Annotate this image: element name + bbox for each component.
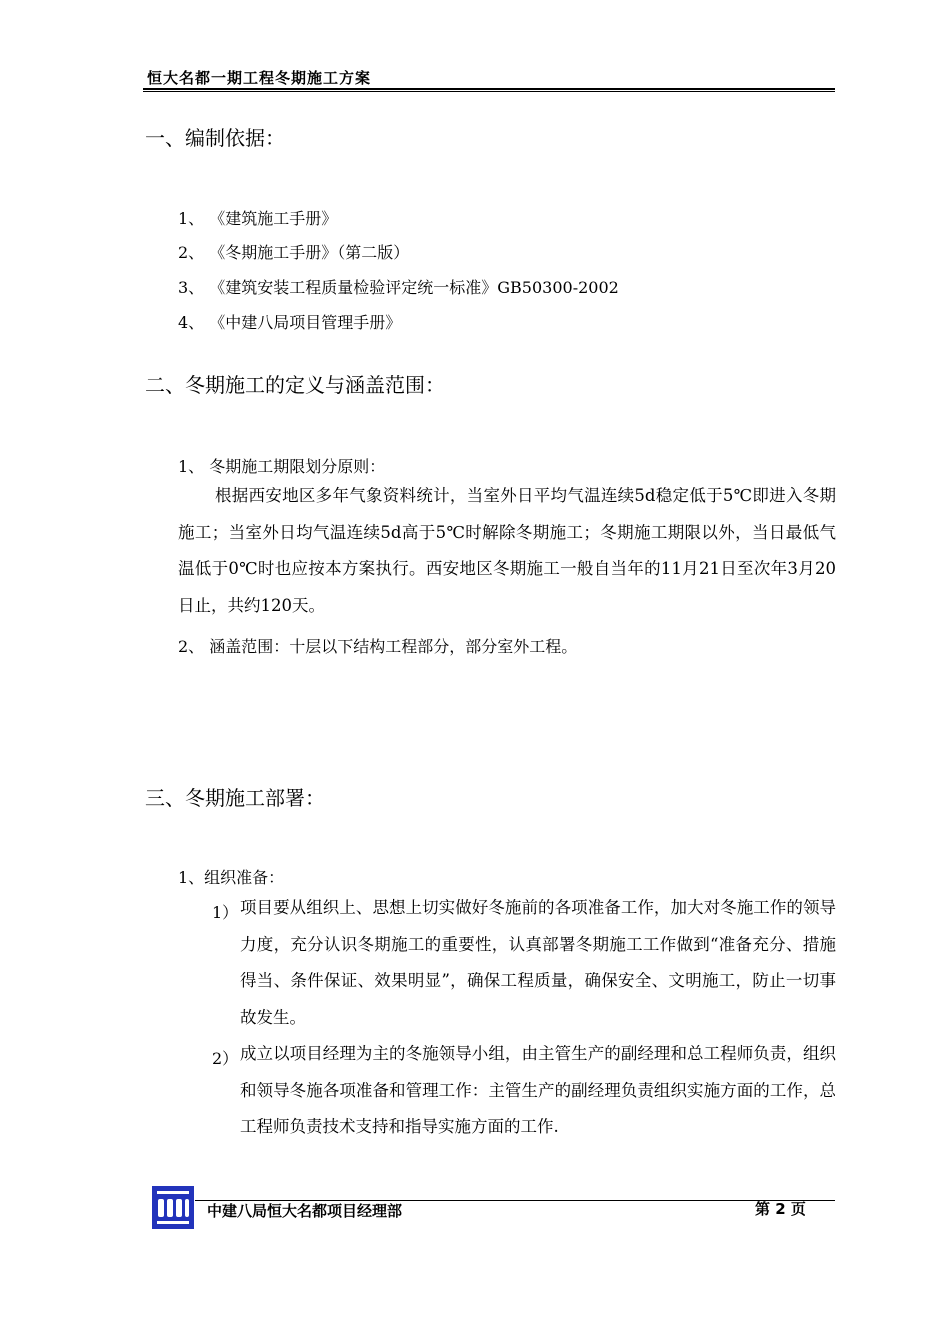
header-rule-thick xyxy=(143,88,835,90)
basis-item-2: 2、 《冬期施工手册》（第二版） xyxy=(178,243,410,262)
deployment-sub-1-text: 项目要从组织上、思想上切实做好冬施前的各项准备工作，加大对冬施工作的领导力度，充分认识冬期施工的重要性，认真部署冬期施工工作做到“准备充分、措施得当、条件保证、效果明显”，确保工程质量，确保安全、文明施工，防止一切事故发生。 xyxy=(240,898,836,1027)
basis-item-3: 3、 《建筑安装工程质量检验评定统一标准》GB50300-2002 xyxy=(178,278,619,297)
deployment-item-1: 1、组织准备： xyxy=(178,868,285,887)
definition-item-2: 2、 涵盖范围：十层以下结构工程部分，部分室外工程。 xyxy=(178,637,578,656)
definition-paragraph: 根据西安地区多年气象资料统计，当室外日平均气温连续5d稳定低于5℃即进入冬期施工；当室外日均气温连续5d高于5℃时解除冬期施工；冬期施工期限以外，当日最低气温低于0℃时也应按本方案执行。西安地区冬期施工一般自当年的11月21日至次年3月20日止，共约120天。 xyxy=(178,486,836,615)
basis-item-4: 4、 《中建八局项目管理手册》 xyxy=(178,313,402,332)
basis-item-1: 1、 《建筑施工手册》 xyxy=(178,209,338,228)
deployment-sub-1-number: 1） xyxy=(212,903,239,922)
cscec-logo-icon xyxy=(152,1186,194,1229)
section-heading-basis: 一、编制依据： xyxy=(145,126,285,150)
deployment-sub-2-number: 2） xyxy=(212,1049,239,1068)
deployment-sub-2-text: 成立以项目经理为主的冬施领导小组，由主管生产的副经理和总工程师负责，组织和领导冬施各项准备和管理工作：主管生产的副经理负责组织实施方面的工作，总工程师负责技术支持和指导实施方面的工作. xyxy=(240,1044,836,1136)
definition-item-1: 1、 冬期施工期限划分原则： xyxy=(178,457,386,476)
section-heading-definition: 二、冬期施工的定义与涵盖范围： xyxy=(145,373,445,397)
header-rule-thin xyxy=(143,91,835,92)
section-heading-deployment: 三、冬期施工部署： xyxy=(145,786,325,810)
footer-page-number: 第 2 页 xyxy=(755,1200,806,1218)
document-header-title: 恒大名都一期工程冬期施工方案 xyxy=(147,69,372,87)
footer-organization: 中建八局恒大名都项目经理部 xyxy=(207,1202,403,1220)
